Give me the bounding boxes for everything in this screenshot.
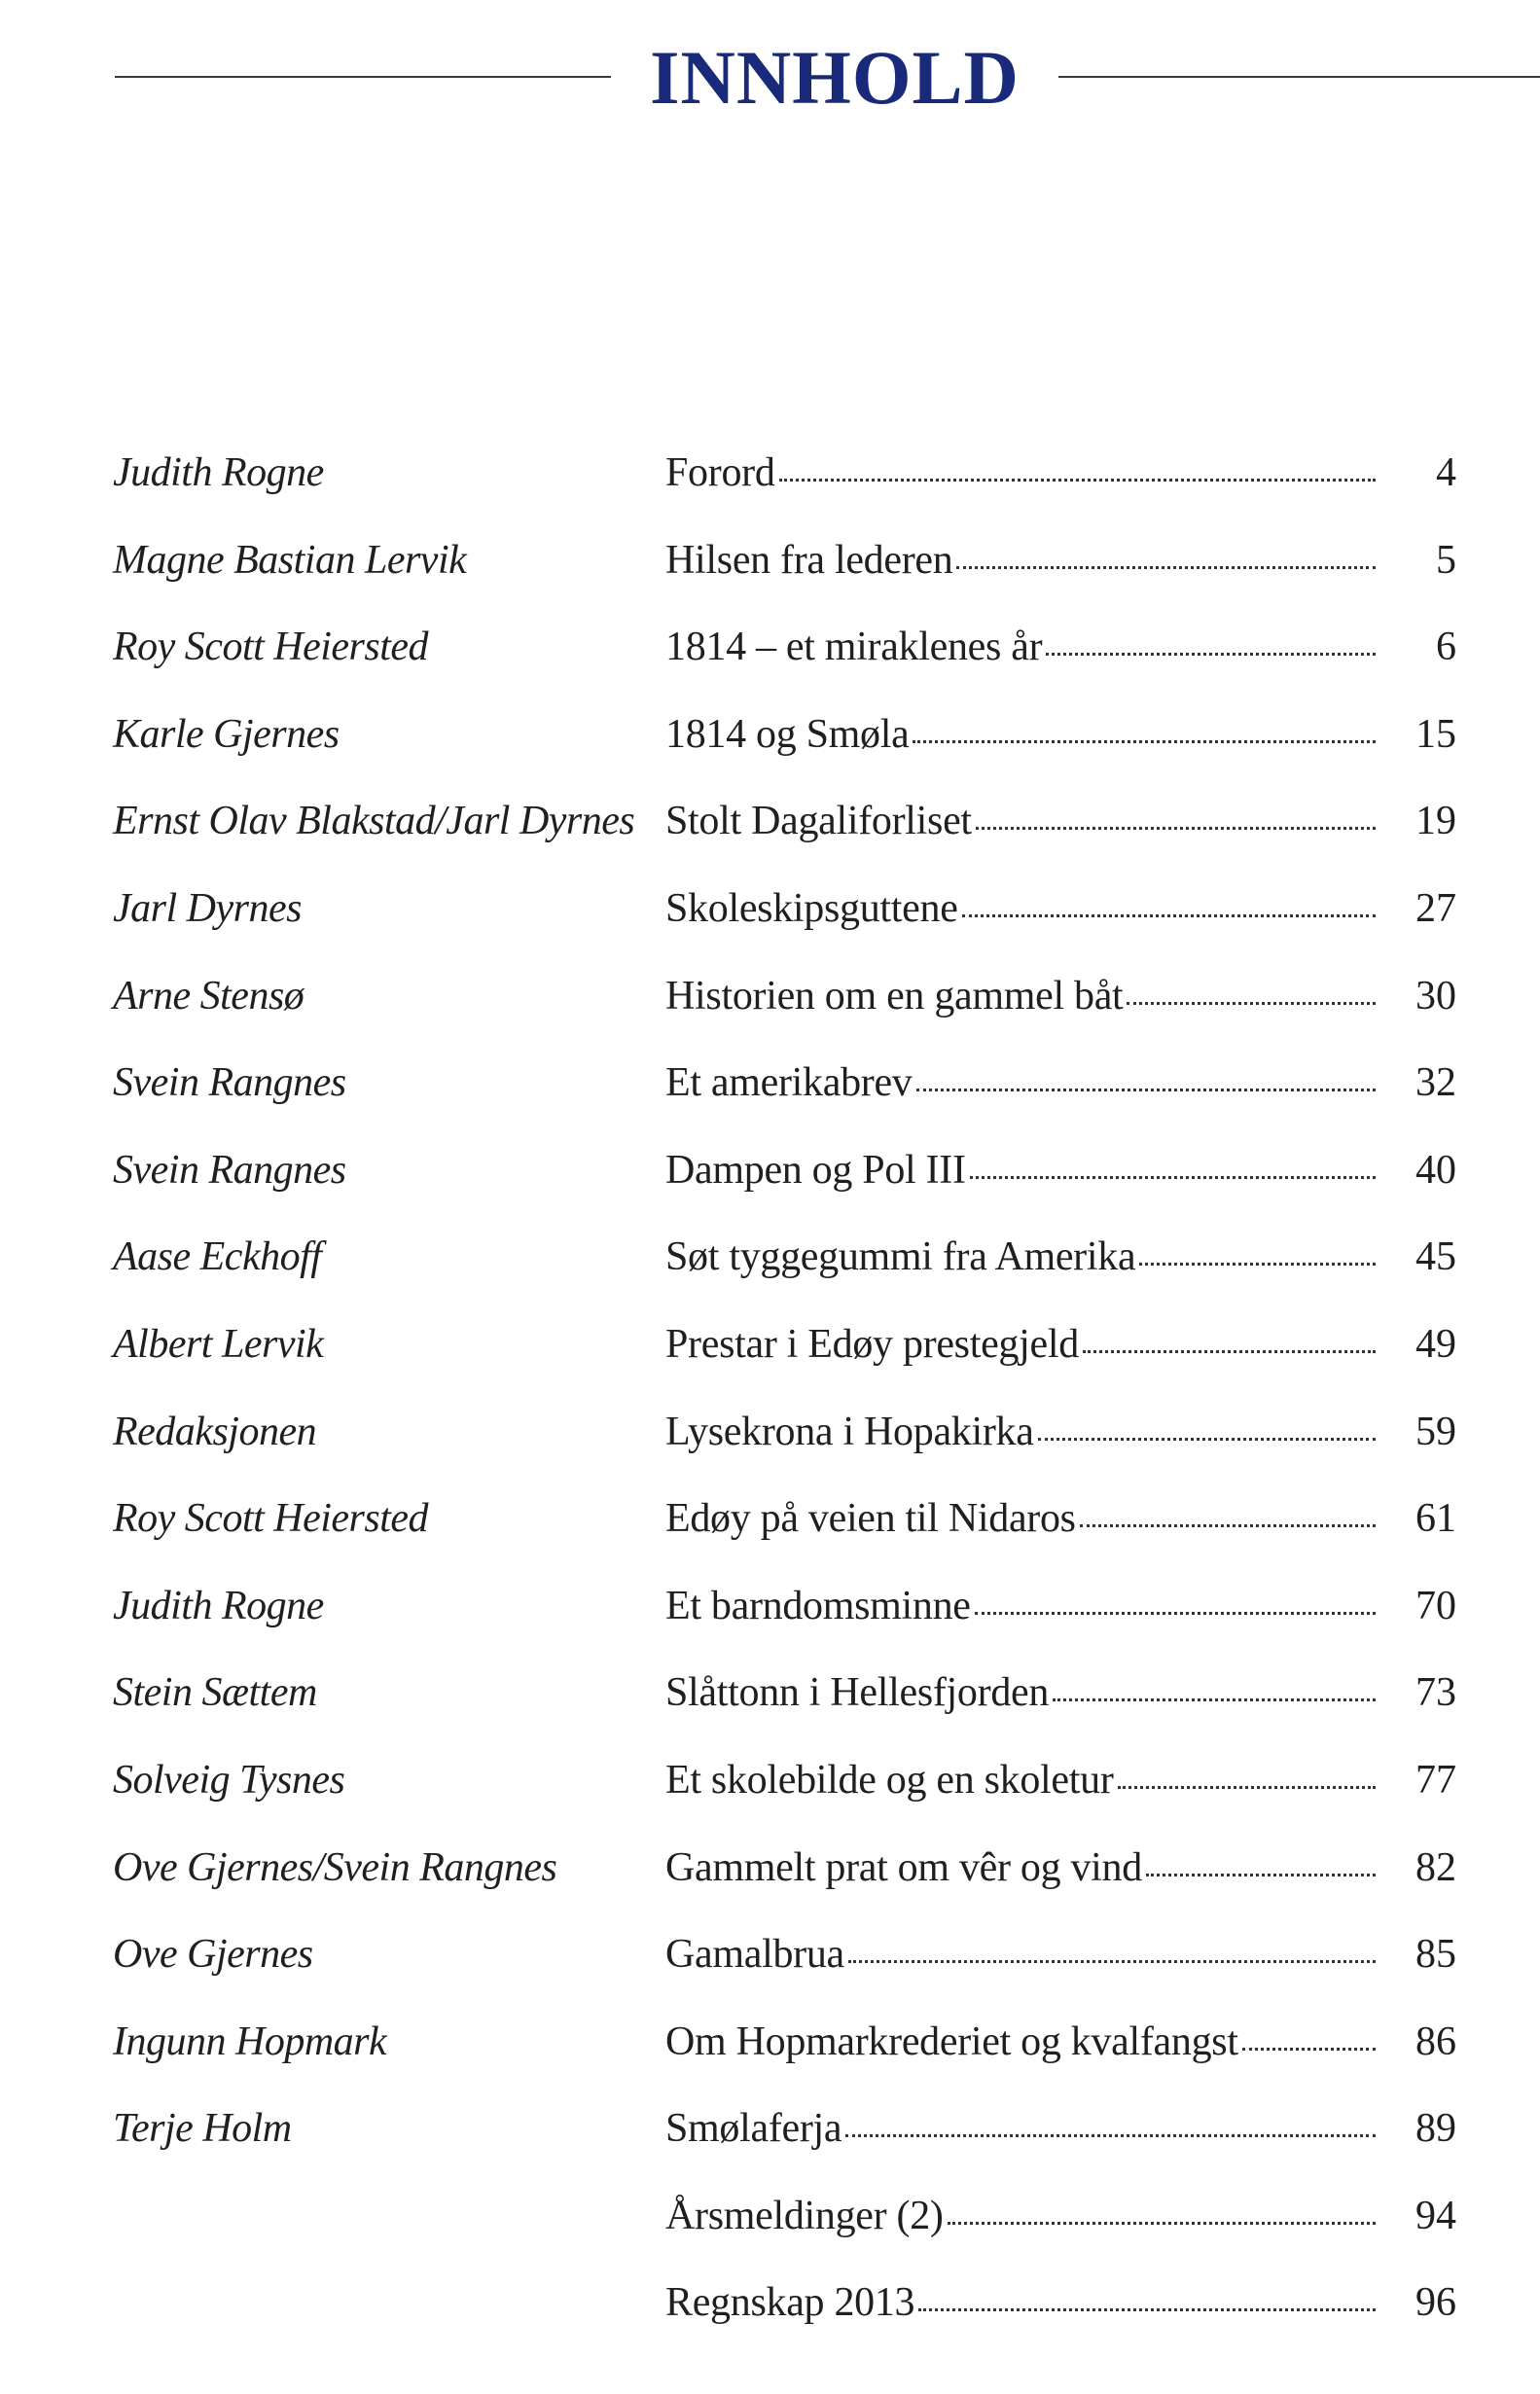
toc-entry (665, 1128, 1376, 1212)
dot-leader (948, 2222, 1376, 2225)
page-title: INNHOLD (650, 35, 1020, 120)
toc-author: Karle Gjernes (113, 711, 340, 757)
toc-author: Roy Scott Heiersted (113, 1496, 429, 1542)
dot-leader (913, 740, 1376, 743)
toc-title: 1814 og Smøla (665, 711, 910, 757)
dot-leader (848, 1960, 1376, 1963)
title-rule-right (1058, 76, 1540, 78)
toc-entry (665, 2087, 1376, 2170)
toc-author: Albert Lervik (113, 1321, 324, 1367)
toc-row (0, 1303, 1540, 1390)
toc-entry (665, 1303, 1376, 1386)
toc-title: Søt tyggegummi fra Amerika (665, 1234, 1136, 1280)
toc-entry (665, 1041, 1376, 1125)
dot-leader (1118, 1786, 1376, 1789)
toc-title: 1814 – et miraklenes år (665, 625, 1043, 670)
dot-leader (1146, 1874, 1376, 1876)
toc-row (0, 2087, 1540, 2174)
toc-row (0, 1477, 1540, 1564)
toc-page-number: 73 (1415, 1670, 1456, 1716)
toc-title: Smølaferja (665, 2106, 842, 2152)
toc-page-number: 77 (1415, 1757, 1456, 1803)
toc-entry (665, 2261, 1376, 2344)
toc-page-number: 15 (1415, 711, 1456, 757)
toc-entry (665, 867, 1376, 950)
toc-author: Magne Bastian Lervik (113, 537, 467, 583)
toc-page-number: 40 (1415, 1147, 1456, 1193)
toc-title: Prestar i Edøy prestegjeld (665, 1321, 1079, 1367)
toc-entry (665, 779, 1376, 863)
toc-entry (665, 2174, 1376, 2258)
toc-page-number: 85 (1415, 1932, 1456, 1978)
toc-page-number: 82 (1415, 1844, 1456, 1890)
toc-entry (665, 518, 1376, 602)
toc-row (0, 1390, 1540, 1478)
toc-page-number: 70 (1415, 1583, 1456, 1628)
toc-title: Historien om en gammel båt (665, 973, 1124, 1018)
dot-leader (975, 1612, 1376, 1615)
toc-title: Edøy på veien til Nidaros (665, 1496, 1076, 1542)
toc-author: Ove Gjernes/Svein Rangnes (113, 1844, 557, 1890)
toc-page-number: 19 (1415, 799, 1456, 844)
table-of-contents (0, 431, 1540, 2348)
toc-title: Skoleskipsguttene (665, 885, 958, 931)
toc-author: Ove Gjernes (113, 1932, 313, 1978)
toc-author: Terje Holm (113, 2106, 292, 2152)
toc-entry (665, 1912, 1376, 1996)
dot-leader (779, 479, 1376, 482)
toc-title: Om Hopmarkrederiet og kvalfangst (665, 2019, 1238, 2064)
toc-row (0, 779, 1540, 867)
toc-author: Ingunn Hopmark (113, 2019, 387, 2064)
dot-leader (1046, 653, 1376, 656)
toc-row (0, 867, 1540, 954)
toc-page-number: 89 (1415, 2106, 1456, 2152)
toc-page-number: 59 (1415, 1409, 1456, 1454)
toc-entry (665, 1826, 1376, 1910)
toc-title: Årsmeldinger (2) (665, 2193, 944, 2238)
toc-page-number: 61 (1415, 1496, 1456, 1542)
dot-leader (916, 1089, 1376, 1091)
toc-entry (665, 1564, 1376, 1648)
toc-page-number: 5 (1436, 537, 1456, 583)
toc-entry (665, 1738, 1376, 1822)
toc-author: Solveig Tysnes (113, 1757, 345, 1803)
toc-title: Dampen og Pol III (665, 1147, 966, 1193)
dot-leader (1080, 1524, 1376, 1527)
toc-entry (665, 1215, 1376, 1299)
dot-leader (1127, 1002, 1376, 1005)
toc-title: Slåttonn i Hellesfjorden (665, 1670, 1050, 1716)
toc-title: Et amerikabrev (665, 1060, 913, 1106)
dot-leader (956, 566, 1376, 569)
toc-row (0, 1826, 1540, 1913)
toc-row (0, 2261, 1540, 2348)
dot-leader (962, 914, 1376, 917)
toc-row (0, 1651, 1540, 1738)
toc-page-number: 96 (1415, 2280, 1456, 2326)
toc-page-number: 45 (1415, 1234, 1456, 1280)
toc-entry (665, 693, 1376, 776)
toc-row (0, 954, 1540, 1042)
toc-page-number: 86 (1415, 2019, 1456, 2064)
toc-author: Roy Scott Heiersted (113, 625, 429, 670)
toc-page-number: 49 (1415, 1321, 1456, 1367)
toc-row (0, 1128, 1540, 1216)
toc-author: Judith Rogne (113, 450, 324, 495)
toc-title: Et barndomsminne (665, 1583, 971, 1628)
toc-title: Gamalbrua (665, 1932, 844, 1978)
toc-row (0, 518, 1540, 606)
toc-row (0, 605, 1540, 693)
toc-title: Et skolebilde og en skoletur (665, 1757, 1114, 1803)
toc-page-number: 32 (1415, 1060, 1456, 1106)
dot-leader (1038, 1438, 1376, 1441)
toc-row (0, 1564, 1540, 1652)
toc-entry (665, 2000, 1376, 2084)
toc-entry (665, 605, 1376, 689)
dot-leader (845, 2134, 1376, 2137)
toc-author: Jarl Dyrnes (113, 885, 302, 931)
toc-title: Lysekrona i Hopakirka (665, 1409, 1034, 1454)
toc-entry (665, 1651, 1376, 1734)
toc-author: Stein Sættem (113, 1670, 317, 1716)
toc-row (0, 1215, 1540, 1303)
toc-row (0, 2174, 1540, 2262)
dot-leader (1242, 2048, 1376, 2051)
dot-leader (1083, 1350, 1376, 1353)
toc-page-number: 27 (1415, 885, 1456, 931)
toc-title: Stolt Dagaliforliset (665, 799, 972, 844)
toc-title: Forord (665, 450, 775, 495)
toc-row (0, 1912, 1540, 2000)
dot-leader (976, 827, 1376, 830)
toc-author: Arne Stensø (113, 973, 304, 1018)
toc-page-number: 94 (1415, 2193, 1456, 2238)
toc-author: Judith Rogne (113, 1583, 324, 1628)
toc-author: Svein Rangnes (113, 1060, 346, 1106)
title-rule-left (115, 76, 611, 78)
toc-entry (665, 1390, 1376, 1474)
toc-page-number: 4 (1436, 450, 1456, 495)
toc-row (0, 1738, 1540, 1826)
toc-entry (665, 1477, 1376, 1560)
page-header (0, 29, 1540, 126)
toc-title: Regnskap 2013 (665, 2280, 915, 2326)
toc-title: Gammelt prat om vêr og vind (665, 1844, 1142, 1890)
toc-row (0, 431, 1540, 518)
toc-title: Hilsen fra lederen (665, 537, 953, 583)
dot-leader (1139, 1263, 1376, 1266)
toc-page-number: 6 (1436, 625, 1456, 670)
dot-leader (918, 2308, 1376, 2311)
toc-author: Redaksjonen (113, 1409, 317, 1454)
toc-author: Svein Rangnes (113, 1147, 346, 1193)
dot-leader (1053, 1698, 1376, 1701)
dot-leader (970, 1176, 1376, 1179)
toc-author: Ernst Olav Blakstad/Jarl Dyrnes (113, 799, 635, 844)
toc-row (0, 2000, 1540, 2088)
toc-row (0, 693, 1540, 780)
toc-page-number: 30 (1415, 973, 1456, 1018)
toc-row (0, 1041, 1540, 1128)
toc-author: Aase Eckhoff (113, 1234, 322, 1280)
toc-entry (665, 954, 1376, 1038)
toc-entry (665, 431, 1376, 515)
